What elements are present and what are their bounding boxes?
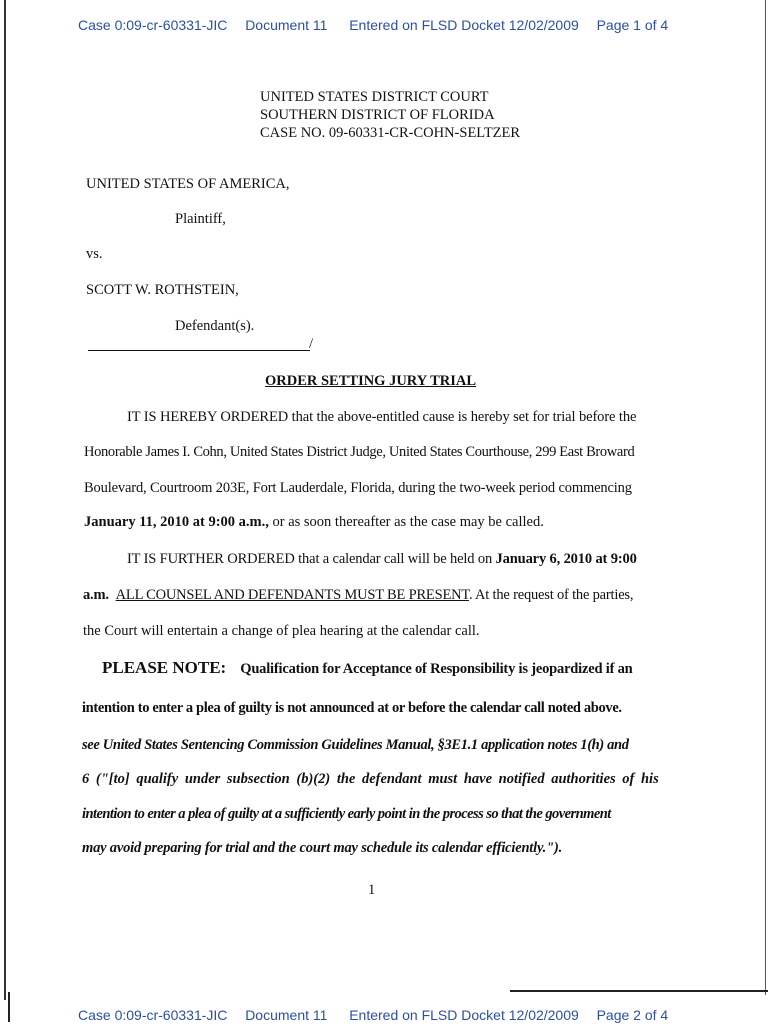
presence-requirement: ALL COUNSEL AND DEFENDANTS MUST BE PRESENT bbox=[115, 587, 469, 603]
header2-document: Document 11 bbox=[245, 1007, 328, 1023]
caption-rule bbox=[88, 350, 310, 351]
header2-case-number: Case 0:09-cr-60331-JIC bbox=[78, 1007, 228, 1023]
calendar-call-time: a.m. bbox=[83, 587, 109, 603]
plaintiff-label: Plaintiff, bbox=[175, 211, 226, 227]
para2-line1 bbox=[127, 551, 637, 568]
header-page: Page 1 of 4 bbox=[596, 17, 669, 33]
court-name: UNITED STATES DISTRICT COURT bbox=[260, 89, 489, 105]
plaintiff-name: UNITED STATES OF AMERICA, bbox=[86, 176, 290, 192]
note-line3: see United States Sentencing Commission Guidelines Manual, §3E1.1 application notes 1(h) and bbox=[82, 737, 629, 753]
case-number: CASE NO. 09-60331-CR-COHN-SELTZER bbox=[260, 125, 521, 141]
header2-page: Page 2 of 4 bbox=[596, 1007, 669, 1023]
page-break-rule bbox=[510, 990, 768, 992]
trial-date: January 11, 2010 at 9:00 a.m., bbox=[84, 514, 269, 530]
note-line4: 6 ("[to] qualify under subsection (b)(2) the defendant must have notified authorities of his bbox=[82, 771, 659, 787]
para2-line3: the Court will entertain a change of plea hearing at the calendar call. bbox=[83, 623, 480, 639]
court-district: SOUTHERN DISTRICT OF FLORIDA bbox=[260, 107, 495, 123]
scan-mark bbox=[8, 992, 10, 1022]
para1-line1: IT IS HEREBY ORDERED that the above-entitled cause is hereby set for trial before the bbox=[127, 409, 637, 425]
scan-left-edge bbox=[4, 0, 6, 1000]
note-line6: may avoid preparing for trial and the court may schedule its calendar efficiently."). bbox=[82, 840, 562, 856]
note-line2: intention to enter a plea of guilty is not announced at or before the calendar call noted above. bbox=[82, 700, 622, 716]
note-line5: intention to enter a plea of guilty at a sufficiently early point in the process so that the government bbox=[82, 806, 611, 822]
calendar-call-date: January 6, 2010 at 9:00 bbox=[495, 551, 637, 567]
note-line1: Qualification for Acceptance of Responsibility is jeopardized if an bbox=[240, 661, 633, 677]
para1-line3: Boulevard, Courtroom 203E, Fort Lauderdale, Florida, during the two-week period commencing bbox=[84, 480, 632, 496]
caption-slash: / bbox=[309, 336, 314, 352]
defendant-label: Defendant(s). bbox=[175, 318, 255, 334]
page-number: 1 bbox=[368, 882, 376, 898]
para2-line2 bbox=[83, 587, 633, 604]
defendant-name: SCOTT W. ROTHSTEIN, bbox=[86, 282, 239, 298]
please-note-line1 bbox=[102, 658, 633, 678]
para2-line1-text: IT IS FURTHER ORDERED that a calendar call will be held on bbox=[127, 551, 496, 567]
para1-line4 bbox=[84, 514, 544, 531]
ecf-header-top bbox=[78, 17, 668, 33]
header2-entered: Entered on FLSD Docket 12/02/2009 bbox=[349, 1007, 579, 1023]
header-entered: Entered on FLSD Docket 12/02/2009 bbox=[349, 17, 579, 33]
header-case-number: Case 0:09-cr-60331-JIC bbox=[78, 17, 228, 33]
header-document: Document 11 bbox=[245, 17, 328, 33]
para1-line2: Honorable James I. Cohn, United States District Judge, United States Courthouse, 299 East Broward bbox=[84, 444, 635, 460]
please-note-label: PLEASE NOTE: bbox=[102, 658, 227, 677]
ecf-header-bottom bbox=[78, 1007, 668, 1023]
para2-line2-rest: . At the request of the parties, bbox=[468, 587, 634, 603]
versus: vs. bbox=[86, 246, 103, 262]
para1-line4-rest: or as soon thereafter as the case may be called. bbox=[268, 514, 544, 530]
order-title: ORDER SETTING JURY TRIAL bbox=[265, 373, 476, 389]
court-caption bbox=[260, 88, 520, 142]
scan-right-edge bbox=[765, 0, 767, 995]
